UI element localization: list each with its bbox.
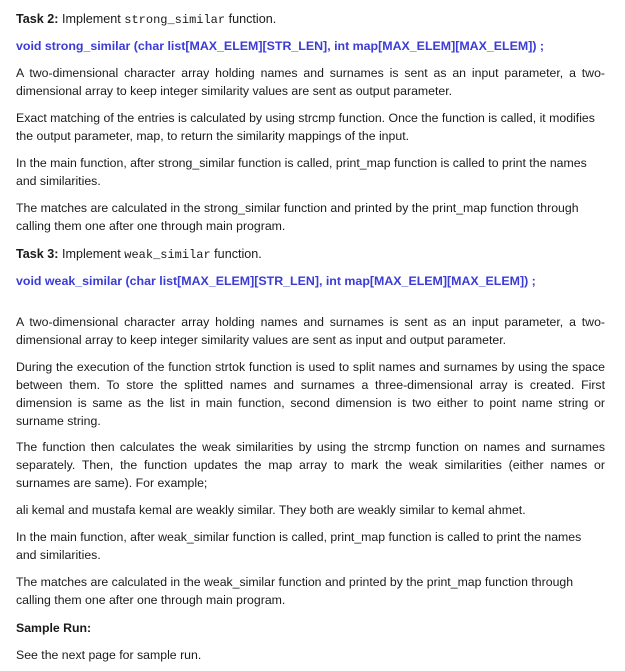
task3-paragraph-5: The matches are calculated in the weak_similar function and printed by the print_map function through calling them one after one through main program.	[16, 575, 574, 607]
task3-paragraph-2: During the execution of the function strtok function is used to split names and surnames by using the space between them. To store the splitted names and surnames a three-dimensional array is created. First dimension is same as the list in main function, second dimension is two either to point name string or surname string.	[16, 360, 605, 428]
sample-run-text: See the next page for sample run.	[16, 648, 202, 662]
task3-example: ali kemal and mustafa kemal are weakly similar. They both are weakly similar to kemal ahmet.	[16, 503, 526, 517]
task2-paragraph-4: The matches are calculated in the strong_similar function and printed by the print_map function through calling them one after one through main program.	[16, 201, 579, 233]
task3-paragraph-1: A two-dimensional character array holding names and surnames is sent as an input parameter, a two-dimensional array to keep integer similarity values are sent as input and output parameter.	[16, 315, 605, 347]
task2-heading: Task 2: Implement strong_similar function.	[16, 12, 277, 27]
task2-paragraph-2: Exact matching of the entries is calculated by using strcmp function. Once the function is called, it modifies the output parameter, map, to return the similarity mappings of the input.	[16, 111, 595, 143]
task2-function-name: strong_similar	[124, 13, 226, 27]
task3-paragraph-3: The function then calculates the weak similarities by using the strcmp function on names and surnames separately. Then, the function updates the map array to mark the weak similarities (either names or surnames are same). For example;	[16, 440, 605, 490]
task3-heading: Task 3: Implement weak_similar function.	[16, 247, 262, 262]
task3-paragraph-4: In the main function, after weak_similar function is called, print_map function is called to print the names and similarities.	[16, 530, 582, 562]
task3-function-name: weak_similar	[124, 248, 211, 262]
task3-signature: void weak_similar (char list[MAX_ELEM][STR_LEN], int map[MAX_ELEM][MAX_ELEM]) ;	[16, 274, 536, 288]
task2-signature: void strong_similar (char list[MAX_ELEM][STR_LEN], int map[MAX_ELEM][MAX_ELEM]) ;	[16, 39, 545, 53]
task2-paragraph-3: In the main function, after strong_similar function is called, print_map function is called to print the names and similarities.	[16, 156, 587, 188]
task2-paragraph-1: A two-dimensional character array holding names and surnames is sent as an input parameter, a two-dimensional array to keep integer similarity values are sent as output parameter.	[16, 66, 605, 98]
sample-run-heading: Sample Run:	[16, 621, 92, 635]
